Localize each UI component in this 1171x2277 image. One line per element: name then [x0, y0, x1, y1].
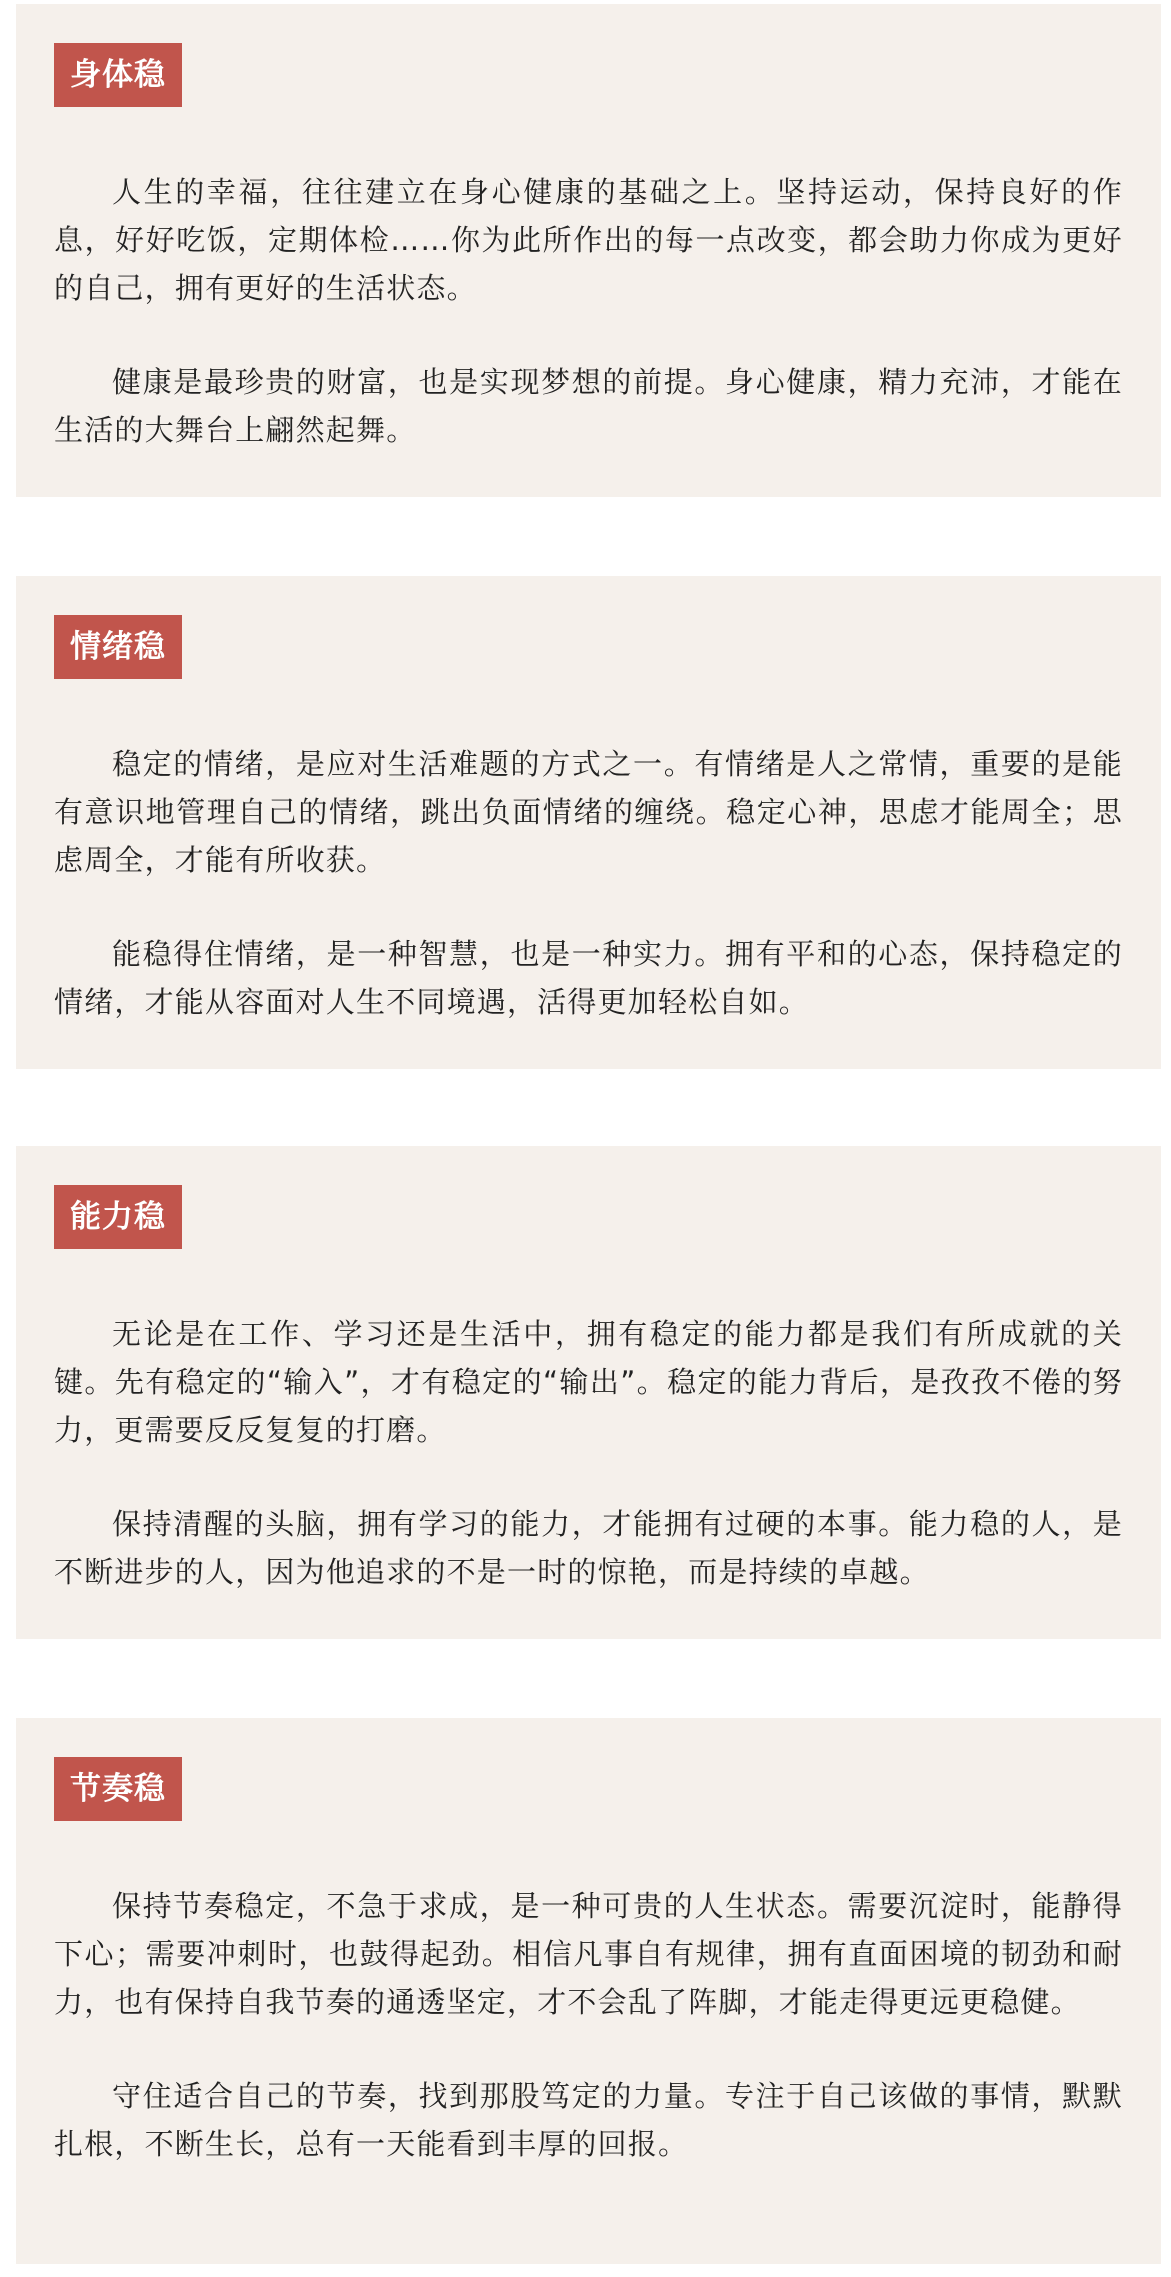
paragraph: 人生的幸福，往往建立在身心健康的基础之上。坚持运动，保持良好的作息，好好吃饭，定期体检……你为此所作出的每一点改变，都会助力你成为更好的自己，拥有更好的生活状态。 — [54, 175, 1123, 305]
paragraph: 健康是最珍贵的财富，也是实现梦想的前提。身心健康，精力充沛，才能在生活的大舞台上翩然起舞。 — [54, 365, 1123, 447]
paragraph: 无论是在工作、学习还是生活中，拥有稳定的能力都是我们有所成就的关键。先有稳定的“输入”，才有稳定的“输出”。稳定的能力背后，是孜孜不倦的努力，更需要反反复复的打磨。 — [54, 1317, 1123, 1447]
section-card-body — [16, 4, 1161, 497]
section-card-rhythm — [16, 1718, 1161, 2264]
paragraph: 稳定的情绪，是应对生活难题的方式之一。有情绪是人之常情，重要的是能有意识地管理自己的情绪，跳出负面情绪的缠绕。稳定心神，思虑才能周全；思虑周全，才能有所收获。 — [54, 747, 1123, 877]
section-tag: 身体稳 — [54, 43, 182, 107]
paragraph: 保持清醒的头脑，拥有学习的能力，才能拥有过硬的本事。能力稳的人，是不断进步的人，因为他追求的不是一时的惊艳，而是持续的卓越。 — [54, 1507, 1123, 1589]
section-card-ability — [16, 1146, 1161, 1639]
section-card-emotion — [16, 576, 1161, 1069]
section-body — [54, 740, 1123, 1026]
section-tag: 节奏稳 — [54, 1757, 182, 1821]
section-body — [54, 1882, 1123, 2168]
section-tag: 情绪稳 — [54, 615, 182, 679]
paragraph: 守住适合自己的节奏，找到那股笃定的力量。专注于自己该做的事情，默默扎根，不断生长，总有一天能看到丰厚的回报。 — [54, 2079, 1123, 2161]
section-body — [54, 168, 1123, 454]
paragraph: 能稳得住情绪，是一种智慧，也是一种实力。拥有平和的心态，保持稳定的情绪，才能从容面对人生不同境遇，活得更加轻松自如。 — [54, 937, 1123, 1019]
section-tag: 能力稳 — [54, 1185, 182, 1249]
paragraph: 保持节奏稳定，不急于求成，是一种可贵的人生状态。需要沉淀时，能静得下心；需要冲刺时，也鼓得起劲。相信凡事自有规律，拥有直面困境的韧劲和耐力，也有保持自我节奏的通透坚定，才不会乱了阵脚，才能走得更远更稳健。 — [54, 1889, 1123, 2019]
section-body — [54, 1310, 1123, 1596]
